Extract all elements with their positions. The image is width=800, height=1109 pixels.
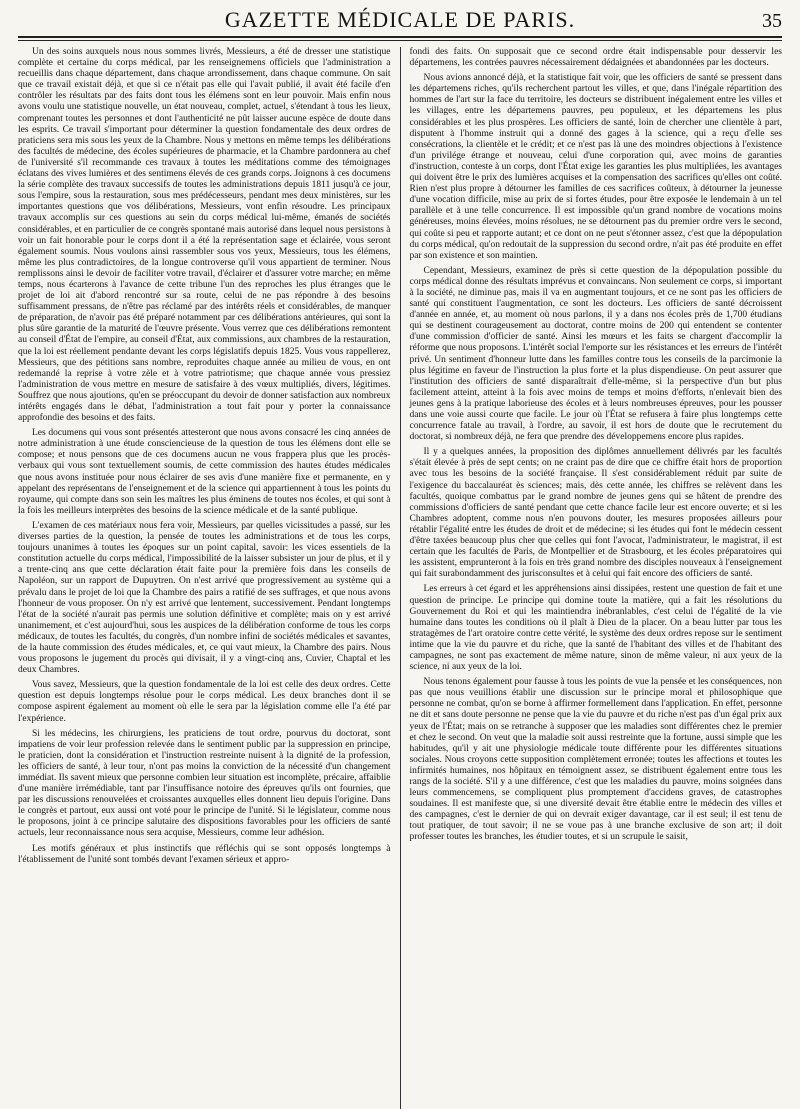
- paragraph: Les motifs généraux et plus instinctifs que réfléchis qui se sont opposés longtemps à l'établissement de l'unité sont tombés devant l'examen sérieux et appro-: [18, 843, 391, 865]
- page-header: [18, 6, 782, 38]
- paragraph: Un des soins auxquels nous nous sommes livrés, Messieurs, a été de dresser une statistique complète et certaine du corps médical, par les renseignemens officiels que l'administration a recueillis dans chaque département, dans chaque arrondissement, dans chaque commune. On sait que ce travail existait déjà, et que si ce n'était pas elle qui l'avait publié, il avait été facile d'en contrôler les résultats par des faits dont tous les élémens sont en leur pouvoir. Mais enfin nous avons voulu une statistique nouvelle, un état nouveau, complet, actuel, s'étendant à tous les lieux, comprenant toutes les personnes et dont l'authenticité ne pût laisser aucune espèce de doute dans les esprits. Ce travail s'important pour déterminer la question fondamentale des deux ordres de praticiens sera mis sous les yeux de la Chambre. Nous y mettons en même temps les délibérations des facultés de médecine, des écoles supérieures de pharmacie, et la Chambre pardonnera au chef de l'université s'il recommande ces travaux à toutes les méditations comme des témoignages éclatans des vives lumières et des sentimens élevés de ces grands corps. Joignons à ces documens la série complète des travaux successifs de toutes les administrations depuis 1811 jusqu'à ce jour, sous l'empire, sous la restauration, sous mes prédécesseurs, pendant mes deux ministères, sur les importantes questions que vos délibérations, Messieurs, vont enfin résoudre. Les principaux travaux accomplis sur ces questions au sein du corps médical lui-même, émanés de sociétés considérables, et en particulier de ce congrès spontané mais autorisé dans lequel nous persistons à voir un fait honorable pour le corps dont il a été la représentation sage et éclairée, vous seront également soumis. Nous voulons ainsi rassembler sous vos yeux, Messieurs, tous les élémens, même les plus contradictoires, de la longue controverse qu'il vous appartient de terminer. Nous remplissons ainsi le devoir de faciliter votre travail, d'éclairer et d'assurer votre marche; en même temps, nous écarterons à l'avance de cette tribune l'un des reproches les plus étranges que le projet de loi ait d'abord rencontré sur sa route, celui de ne pas répondre à des besoins suffisamment pressans, de n'être pas réclamé par des intérêts réels et considérables, de manquer de préparation, de n'avoir pas été préparé notamment par ces délibérations antérieures, qui sont la plus sûre garantie de la maturité de l'œuvre présente. Vous verrez que ces délibérations remontent au conseil d'État de l'empire, au conseil d'État, aux commissions, aux chambres de la restauration, que la loi est réellement pendante devant les corps législatifs depuis 1825. Vous vous rappellerez, Messieurs, que des pétitions sans nombre, reproduites chaque année au milieu de vous, en ont redemandé la reprise à votre zèle et à votre patriotisme; que chaque année vous pressiez l'administration de vous mettre en mesure de satisfaire à des vœux multipliés, divers, légitimes. Souffrez que nous ajoutions, qu'en se préoccupant du devoir de donner satisfaction aux nombreux intérêts engagés dans le débat, l'administration a tout fait pour y porter la connaissance approfondie des besoins et des faits.: [18, 47, 391, 424]
- paragraph: L'examen de ces matériaux nous fera voir, Messieurs, par quelles vicissitudes a passé, sur les diverses parties de la question, la pensée de toutes les administrations et de tous les corps, toujours unanimes à toutes les époques sur un point capital, savoir: les vices essentiels de la constitution actuelle du corps médical, l'impossibilité de la laisser subsister un jour de plus, et il y a trente-cinq ans que cette déclaration était faite pour la première fois dans les conseils de Napoléon, sur un rapport de Dupuytren. On n'est arrivé que progressivement au système qui a prévalu dans le projet de loi que la Chambre des pairs a ratifié de ses suffrages, et que nous avons l'honneur de vous proposer. On n'y est arrivé que lentement, successivement. Pendant longtemps l'état de la société n'aurait pas permis une solution définitive et complète; mais on y est arrivé unanimement, et c'est aujourd'hui, sous les auspices de la délibération conforme de tous les corps médicaux, de toutes les facultés, du congrès, d'un nombre infini de sociétés médicales et savantes, de la haute commission des études médicales, et, ce qui vaut mieux, la Chambre des pairs. Nous vous proposons le jugement du procès qui divisait, il y a vingt-cinq ans, Cuvier, Chaptal et les deux Chambres.: [18, 520, 391, 676]
- paragraph: Les documens qui vous sont présentés attesteront que nous avons consacré les cinq années de notre administration à une étude consciencieuse de la question de tous les élémens dont elle se compose; et nous pensons que de ces documens aucun ne vous frappera plus que les procès-verbaux qui vous sont textuellement soumis, de cette commission des hautes études médicales que nous avons instituée pour nous éclairer de ses avis d'une manière fixe et permanente, en y appelant des représentans de l'enseignement et de la science qui appartiennent à tous les points du royaume, qui compte dans son sein les maîtres les plus éminens de toutes nos écoles, et qui sont à la fois les meilleurs interprètes des besoins de la science médicale et de la santé publique.: [18, 428, 391, 516]
- journal-title: GAZETTE MÉDICALE DE PARIS.: [224, 7, 576, 32]
- left-column: [18, 47, 400, 1109]
- header-rule: [18, 40, 782, 41]
- page-number: 35: [762, 10, 782, 32]
- paragraph: Cependant, Messieurs, examinez de près si cette question de la dépopulation possible du corps médical donne des résultats imprévus et convaincans. Non seulement ce corps, si important à la société, ne diminue pas, mais il va en augmentant toujours, et ce ne sont pas les officiers de santé qui constituent l'augmentation, ce sont les docteurs. Les officiers de santé décroissent d'année en année, et, au moment où nous parlons, il y a dans nos écoles près de 1,700 étudians qui se destinent courageusement au doctorat, contre moins de 200 qui entendent se contenter d'une commission d'officier de santé. Ainsi les mœurs et les faits se chargent d'accomplir la réforme que nous proposons. L'intérêt social l'emporte sur les résistances et les erreurs de l'intérêt privé. Un sentiment d'honneur lutte dans les familles contre tous les conseils de la parcimonie la plus légitime en faveur de l'instruction la plus forte et la plus dispendieuse. On peut assurer que l'institution des officiers de santé disparaîtrait d'elle-même, si la perspective d'un but plus facilement atteint, atteint à la fois avec moins de temps et moins d'efforts, n'enlevait bien des jeunes gens à la pratique laborieuse des écoles et à leurs nombreuses épreuves, pour les pousser dans une voie aussi courte que facile. Le jour où l'État se refusera à faire plus longtemps cette concurrence fatale au travail, à l'ordre, au savoir, il est hors de doute que le recrutement du doctorat, si nombreux déjà, ne fera que prendre des développemens encore plus rapides.: [409, 265, 782, 443]
- paragraph: fondi des faits. On supposait que ce second ordre était indispensable pour desservir les départemens, les contrées pauvres nécessairement dédaignées et abandonnées par les docteurs.: [409, 47, 782, 69]
- right-column: [400, 47, 782, 1109]
- text-columns: [18, 47, 782, 1109]
- paragraph: Vous savez, Messieurs, que la question fondamentale de la loi est celle des deux ordres. Cette question est depuis longtemps résolue pour le corps médical. Les deux branches dont il se compose aspirent également au moment où elle le sera par la législation comme elle l'a été par l'expérience.: [18, 680, 391, 724]
- paragraph: Il y a quelques années, la proposition des diplômes annuellement délivrés par les facultés s'était élevée à près de sept cents; on ne craint pas de dire que ce chiffre était hors de proportion avec tous les besoins de la société française. Il s'est considérablement réduit par suite de l'exigence du baccalauréat ès sciences; mais, dès cette année, les chiffres se relèvent dans les facultés, quoique combattus par le grand nombre de jeunes gens qui se hâtent de prendre des commissions d'officiers de santé pendant que cette chance facile leur est encore ouverte; et si les Chambres adoptent, comme nous n'en pouvons douter, les mesures proposées ailleurs pour rétablir l'égalité entre les études de droit et de médecine; si les études qui font le médecin cessent d'être taxées beaucoup plus cher que celles qui font l'avocat, l'administrateur, le magistrat, il est certain que les facultés de Paris, de Montpellier et de Strasbourg, et les écoles préparatoires qui les assistent, emprunteront à la fois en très grand nombre des disciples nouveaux à l'enseignement qui fait surabondamment des jurisconsultes et à celui qui fait encore des officiers de santé.: [409, 447, 782, 580]
- paragraph: Si les médecins, les chirurgiens, les praticiens de tout ordre, pourvus du doctorat, sont impatiens de voir leur profession relevée dans le sentiment public par la suppression en principe, le praticien, dont la considération et l'instruction restreinte nuisent à la dignité de la profession, les officiers de santé, à leur tour, n'ont pas moins la conviction de la nécessité d'un changement immédiat. Ils savent mieux que personne combien leur situation est incomplète, précaire, affaiblie d'une manière irrémédiable, tant par l'insuffisance notoire des épreuves qu'ils ont fournies, que par les discussions renouvelées et croissantes auxquelles elles donnent lieu depuis l'origine. Dans le congrès et partout, eux aussi ont voté pour le principe de l'unité. Si le législateur, comme nous le proposons, joint à ce principe salutaire des dispositions favorables pour les officiers de santé actuels, leur reconnaissance nous sera acquise, Messieurs, comme leur adhésion.: [18, 728, 391, 839]
- paragraph: Nous tenons également pour fausse à tous les points de vue la pensée et les conséquences, non pas que nous veuillions établir une discussion sur le principe moral et philosophique que personne ne combat, qu'on se borne à affirmer formellement dans l'application. En effet, personne ne dit et sans doute personne ne pense que la vie du pauvre et du riche n'est pas d'un égal prix aux yeux de l'État; mais on se retranche à supposer que les maladies sont différentes chez le premier et chez le second. On veut que la maladie soit aussi restreinte que la fortune, aussi simple que les habitudes, qu'il y ait une physiologie médicale toute différente pour les différentes situations sociales. Nous croyons cette supposition complètement erronée; toutes les affections et toutes les infirmités humaines, nos hôpitaux en témoignent assez, se distribuent également entre tous les rangs de la société. S'il y a une différence, c'est que les maladies du pauvre, moins soignées dans leurs commencemens, se compliquent plus promptement d'accidens graves, de catastrophes soudaines. Il est manifeste que, si une diversité devait être établie entre le médecin des villes et des campagnes, c'est le dernier de qui on devrait exiger davantage, car il est seul; il est tenu de tout pratiquer, de tout savoir; il ne se voue pas à une branche exclusive de son art; il doit professer toutes les branches, les étudier toutes, et si un scrupule le saisit,: [409, 677, 782, 843]
- paragraph: Les erreurs à cet égard et les appréhensions ainsi dissipées, restent une question de fait et une question de principe. Le principe qui domine toute la matière, qui a fait les résolutions du Gouvernement du Roi et qui les maintiendra inébranlables, c'est celui de l'égalité de la vie humaine dans toutes les conditions où il plaît à Dieu de la placer. On a beau lutter par tous les stratagèmes de l'art oratoire contre cette vérité, le système des deux ordres repose sur le sentiment intime que la vie du pauvre et du riche, que la santé de l'habitant des villes et de l'habitant des campagnes, ne sont pas exactement de même nature, sinon de même valeur, ni aux yeux de la science, ni aux yeux de la loi.: [409, 584, 782, 673]
- paragraph: Nous avions annoncé déjà, et la statistique fait voir, que les officiers de santé se pressent dans les départemens riches, qu'ils recherchent partout les villes, et que, dans l'inégale répartition des hommes de l'art sur la face du territoire, les docteurs se distribuent inégalement entre les villes et les villages, entre les départemens pauvres, peu populeux, et les départemens les plus considérables et les plus prospères. Les officiers de santé, loin de chercher une clientèle à part, disputent à l'homme instruit qui a donné des gages à la science, qui a reçu d'elle ses consécrations, la clientèle et le crédit; et ce n'est pas là une des moindres objections à l'existence d'un privilége étrange et nouveau, celui d'une corporation qui, avec moins de garanties d'instruction, conteste à un corps, dont l'État exige les garanties les plus multipliées, les avantages qui doivent être le prix des lumières acquises et la compensation des sacrifices qu'elles ont coûté. Rien n'est plus propre à détourner les familles de ces sacrifices coûteux, à détourner la jeunesse d'une vocation difficile, mise au prix de si fortes études, pour être exposée le lendemain à un tel parallèle et à une telle concurrence. Il est impossible qu'un grand nombre de vocations moins généreuses, moins élevées, moins résolues, ne se détournent pas du premier ordre vers le second, qui coûte si peu et rapporte autant; et ce dont on ne peut s'étonner assez, c'est que la dépopulation du corps médical, qu'on redoutait de la suppression du second ordre, n'ait pas été produite en effet par son existence et son maintien.: [409, 73, 782, 261]
